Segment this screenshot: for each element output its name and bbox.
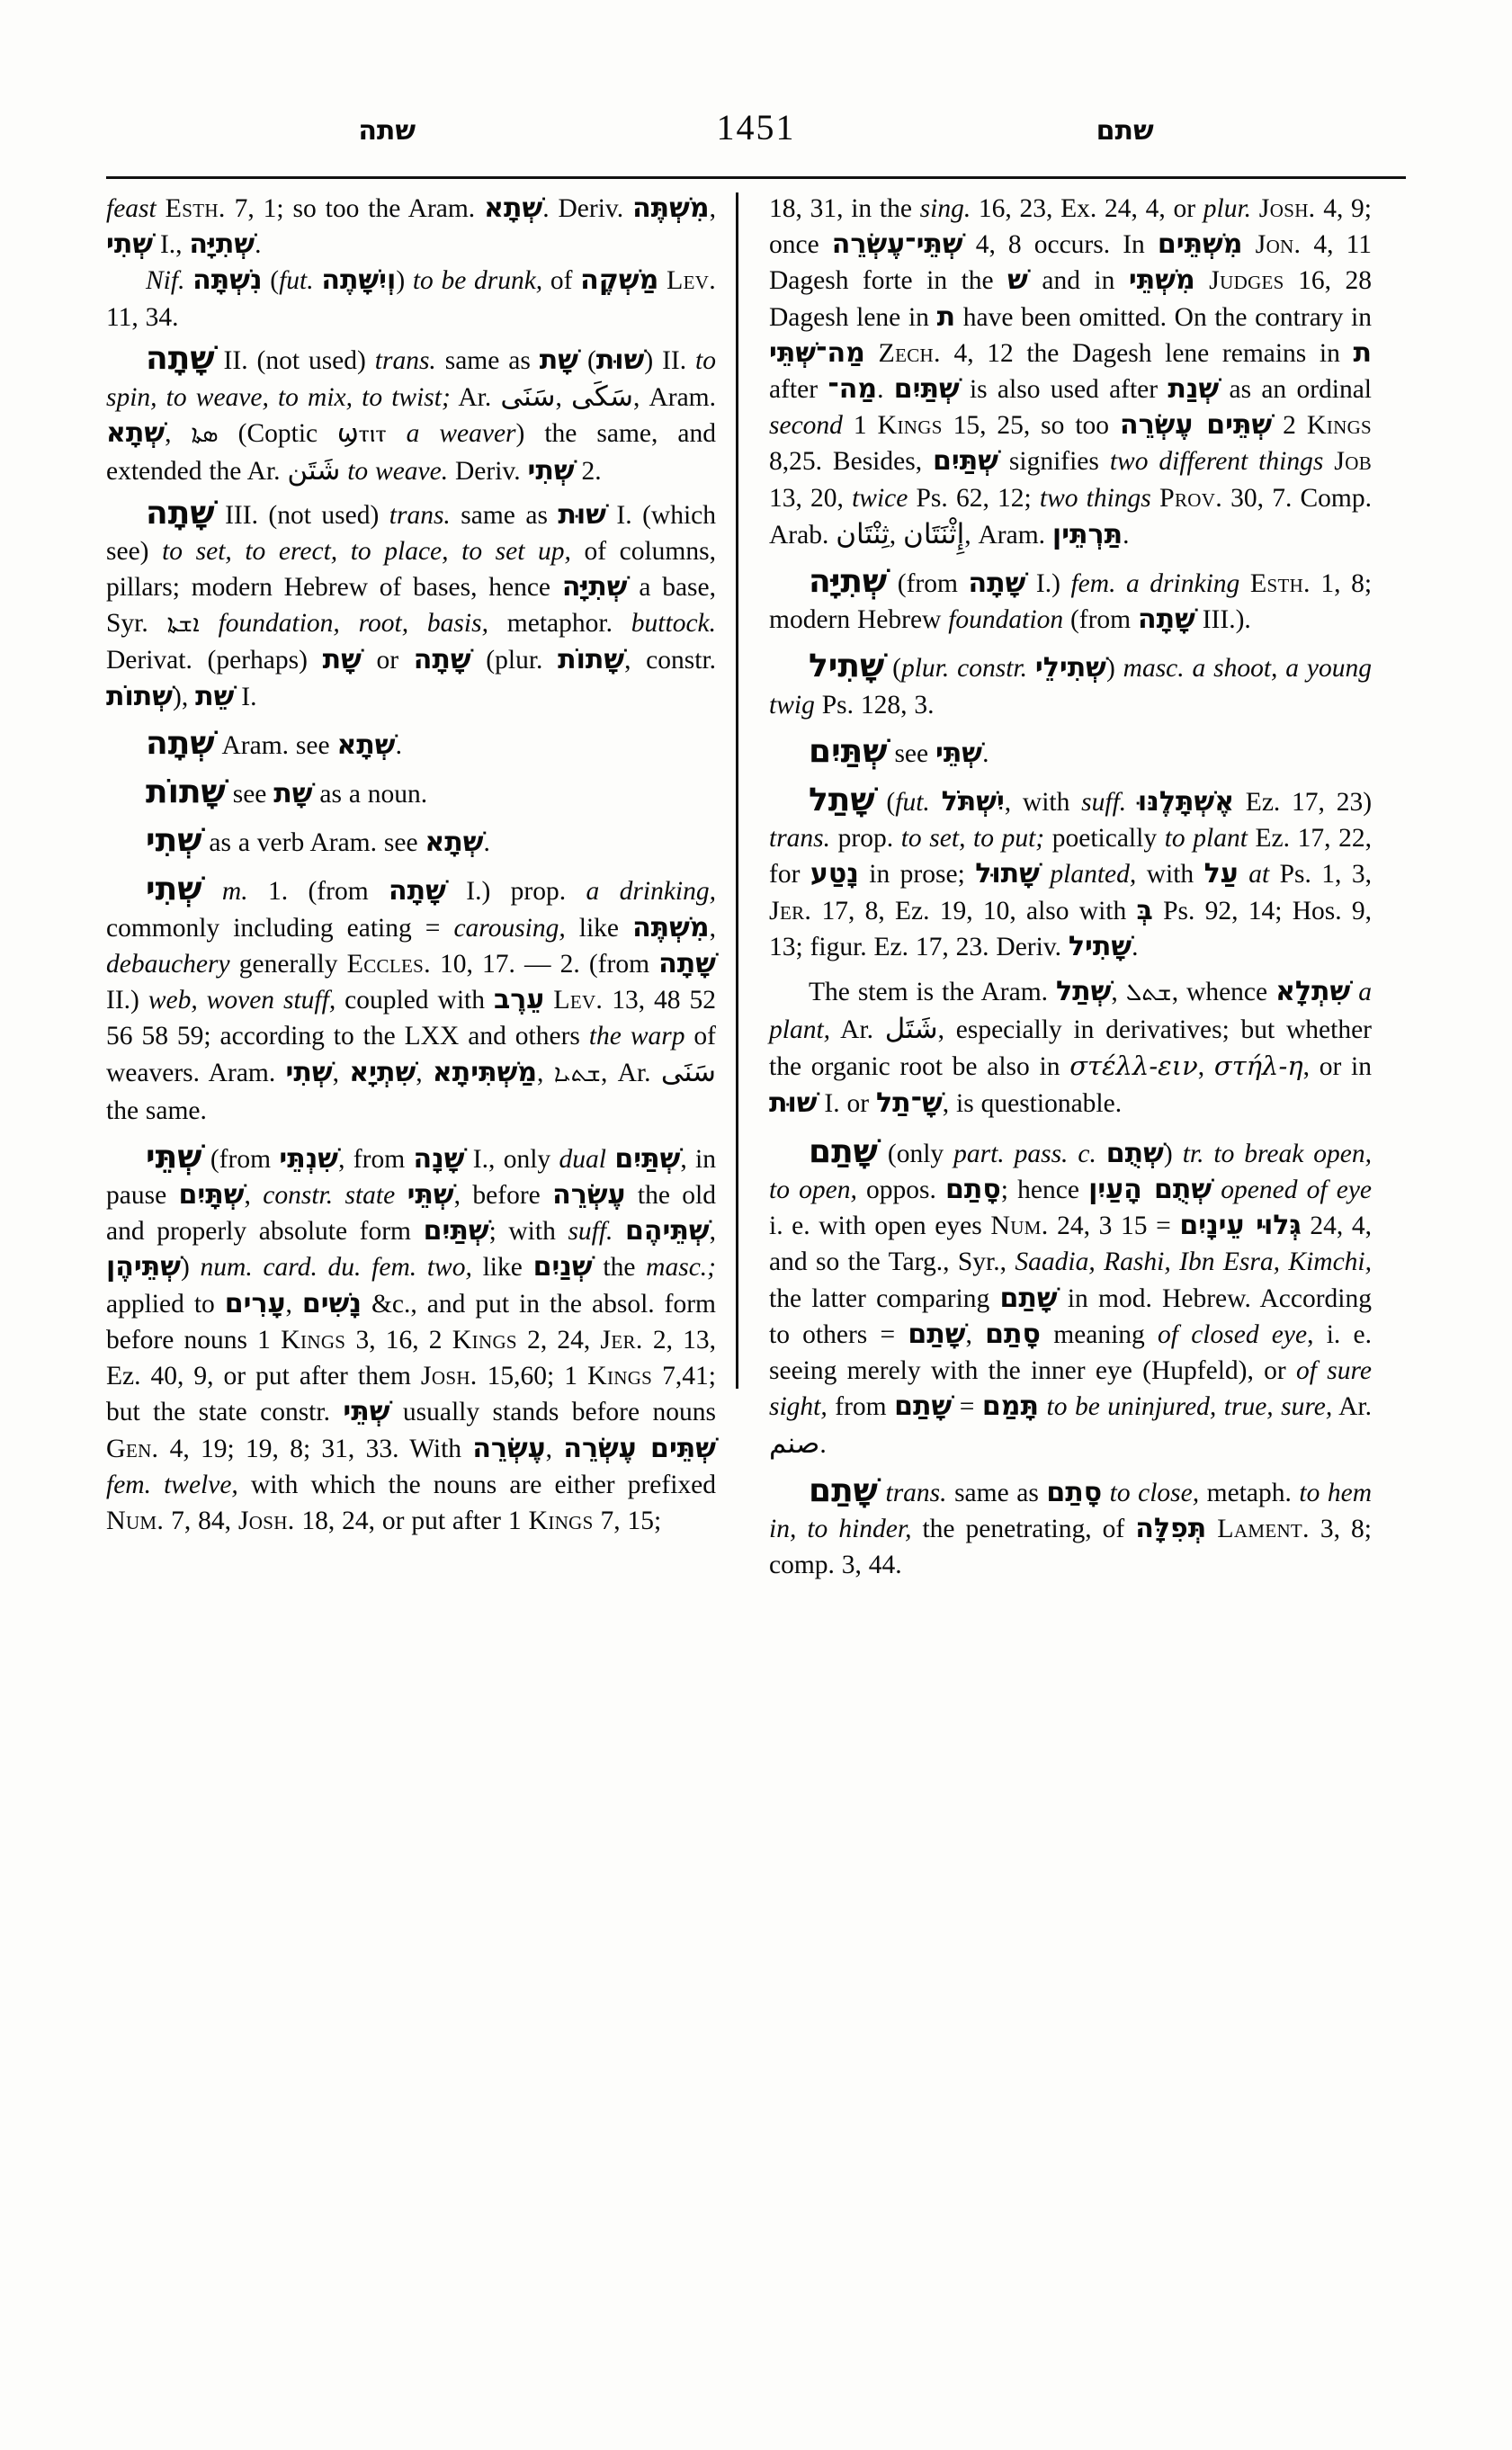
entry-lemma: שָׁתָה (146, 339, 215, 377)
entry-paragraph: שְׁתִי as a verb Aram. see שְׁתָא. (146, 822, 490, 860)
header-rule (106, 176, 1406, 179)
entry-paragraph: 18, 31, in the sing. 16, 23, Ex. 24, 4, or plur. Josh. 4, 9; once שְׁתֵּי־עֶשְׂרֵה 4, 8 occurs. In מִשְׁתֵּים Jon. 4, 11 Dagesh forte in the שׁ and in מִשְׁתֵּי Judges 16, 28 Dagesh lene in ת have been omitted. On the contrary in מַה־שְּׁתֵּי Zech. 4, 12 the Dagesh lene remains in ת after מַה־. שְׁתַּיִם is also used after שְׁנַת as an ordinal second 1 Kings 15, 25, so too שְׁתֵּים עֶשְׂרֵה 2 Kings 8,25. Besides, שְׁתַּיִם signifies two different things Job 13, 20, twice Ps. 62, 12; two things Prov. 30, 7. Comp. Arab. ثِنْتَان, إِثْنَتَان, Aram. תַּרְתֵּין. (769, 193, 1373, 550)
entry-paragraph: שָׁתִיל (plur. constr. שְׁתִילֵי) masc. a shoot, a young twig Ps. 128, 3. (769, 648, 1373, 720)
entry-paragraph: שְׁתֵּי (from שִׁנְתֵּי, from שָׁנָה I., only dual שְׁתַּיִם, in pause שְׁתָּיִם, constr. state שְׁתֵּי, before עֶשְׂרֵה the old and properly absolute form שְׁתַּיִם; with suff. שְׁתֵּיהֶם, שְׁתֵּיהֶן) num. card. du. fem. two, like שְׁנַיִם the masc.; applied to עָרִים, נָשִׁים &c., and put in the absol. form before nouns 1 Kings 3, 16, 2 Kings 2, 24, Jer. 2, 13, Ez. 40, 9, or put after them Josh. 15,60; 1 Kings 7,41; but the state constr. שְׁתֵּי usually stands before nouns Gen. 4, 19; 19, 8; 31, 33. With עֶשְׂרֵה, שְׁתֵּים עֶשְׂרֵה fem. twelve, with which the nouns are either prefixed Num. 7, 84, Josh. 18, 24, or put after 1 Kings 7, 15; (106, 1138, 717, 1535)
entry-lemma: שְׁתִיָּה (809, 563, 888, 601)
entry-paragraph: שָׁתַם (only part. pass. c. שְׁתֻם) tr. to break open, to open, oppos. סָתַם; hence שְׁתֻם הָעַיִן opened of eye i. e. with open eyes Num. 24, 3 15 = גְּלוּי עֵינָיִם 24, 4, and so the Targ., Syr., Saadia, Rashi, Ibn Esra, Kimchi, the latter comparing שָׁתַם in mod. Hebrew. According to others = שָׁתַם, סָתַם meaning of closed eye, i. e. seeing merely with the inner eye (Hupfeld), or of sure sight, from שָׁתַם = תָּמַם to be uninjured, true, sure, Ar. صنم. (769, 1132, 1373, 1460)
entry-lemma: שָׁתַם (809, 1471, 878, 1509)
entry-lemma: שָׁתוֹת (146, 773, 226, 811)
column-divider (736, 192, 742, 1389)
entry-lemma: שְׁתִי (146, 822, 202, 860)
entry-paragraph: שָׁתַם trans. same as סָתַם to close, metaph. to hem in, to hinder, the penetrating, of תְּפִלָּה Lament. 3, 8; comp. 3, 44. (769, 1471, 1372, 1580)
entry-paragraph: שְׁתַּיִם see שְׁתֵּי. (809, 732, 989, 770)
entry-paragraph: Nif. נִשְׁתָּה (fut. וְיִשָּׁתֶה) to be drunk, of מַשְׁקֶה Lev. 11, 34. (106, 264, 717, 332)
entry-paragraph: שָׁתָה II. (not used) trans. same as שָׁת (שׁוּת) II. to spin, to weave, to mix, to twist; Ar. سَنَى, سَكَى, Aram. שְׁתָא, ܣܬܐ (Coptic ϣⲧⲓⲧ a weaver) the same, and extended the Ar. شَتَن to weave. Deriv. שְׁתִי 2. (106, 339, 717, 487)
entry-paragraph: feast Esth. 7, 1; so too the Aram. שְׁתָא. Deriv. מִשְׁתֶּה, שְׁתִי I., שְׁתִיָּה. (106, 192, 716, 261)
left-column (106, 191, 736, 2367)
running-head (108, 106, 1404, 164)
header-left-hebrew-word: שתה (358, 115, 416, 147)
right-column (742, 191, 1372, 2367)
entry-paragraph: שְׁתִיָּה (from שָׁתָה I.) fem. a drinking Esth. 1, 8; modern Hebrew foundation (from שָׁתָה III.). (769, 563, 1373, 636)
column-container (106, 191, 1409, 2367)
entry-paragraph: שָׁתָה III. (not used) trans. same as שׁוּת I. (which see) to set, to erect, to place, to set up, of columns, pillars; modern Hebrew of bases, hence שְׁתִיָּה a base, Syr. ܐܫܬܐ foundation, root, basis, metaphor. buttock. Derivat. (perhaps) שָׁת or שָׁתָה (plur. שָׁתוֹת, constr. שְׁתוֹת), שֵׁת I. (106, 494, 717, 712)
entry-paragraph: שָׁתַל (fut. יִשְׁתֹּל, with suff. אֶשְׁתָּלֶנּוּ Ez. 17, 23) trans. prop. to set, to put; poetically to plant Ez. 17, 22, for נָטַע in prose; שָׁתוּל planted, with עַל at Ps. 1, 3, Jer. 17, 8, Ez. 19, 10, also with בְּ Ps. 92, 14; Hos. 9, 13; figur. Ez. 17, 23. Deriv. שָׁתִיל. (769, 782, 1373, 962)
entry-lemma: שְׁתִי (146, 871, 202, 908)
entry-lemma: שְׁתֵּי (146, 1138, 202, 1176)
entry-paragraph: שָׁתוֹת see שָׁת as a noun. (146, 773, 428, 811)
entry-lemma: שְׁתַּיִם (809, 732, 888, 770)
header-right-hebrew-word: שתם (1096, 115, 1154, 147)
entry-lemma: שָׁתַל (809, 782, 875, 819)
entry-lemma: שְׁתָה (146, 724, 215, 762)
entry-paragraph: שְׁתָה Aram. see שְׁתָא. (146, 724, 402, 762)
page-number: 1451 (716, 107, 796, 148)
entry-lemma: שָׁתִיל (809, 648, 885, 685)
entry-paragraph: The stem is the Aram. שְׁתַל, ܫܬܠ, whence שִׁתְלָא a plant, Ar. شَتَل, especially in derivatives; but whether the organic root be also in στέλλ-ειν, στήλ-η, or in שׁוּת I. or שָׁ־תַל, is questionable. (769, 976, 1373, 1119)
entry-lemma: שָׁתַם (809, 1132, 878, 1170)
entry-paragraph: שְׁתִי m. 1. (from שָׁתָה I.) prop. a drinking, commonly including eating = carousing, like מִשְׁתֶּה, debauchery generally Eccles. 10, 17. — 2. (from שָׁתָה II.) web, woven stuff, coupled with עֵרֶב Lev. 13, 48 52 56 58 59; according to the LXX and others the warp of weavers. Aram. שְׁתִי, שִׁתְיָא, מַשְׁתִּיתָא, ܫܬܝܐ, Ar. سَنَى the same. (106, 871, 717, 1125)
entry-lemma: שָׁתָה (146, 494, 215, 532)
